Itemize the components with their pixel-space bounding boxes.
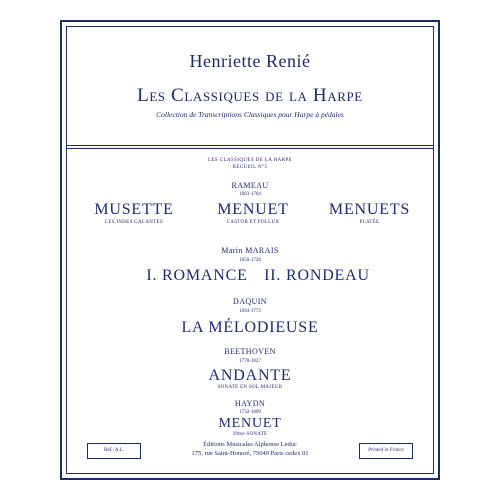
divider-rule	[67, 145, 433, 146]
piece-musette	[79, 201, 189, 225]
piece-title: II. RONDEAU	[264, 267, 370, 284]
piece-note: PLATÉE	[359, 220, 380, 225]
composer-beethoven: BEETHOVEN	[224, 347, 276, 356]
author-name: Henriette Renié	[189, 51, 311, 71]
piece-menuets-platee	[312, 201, 427, 225]
piece-title: MENUETS	[328, 201, 411, 218]
printed-in-box: Printed in France	[359, 443, 413, 459]
piece-romance	[137, 267, 257, 285]
piece-andante: ANDANTE	[208, 367, 292, 384]
composer-marais: Marin MARAIS	[221, 246, 279, 255]
piece-menuet-haydn: MENUET	[218, 416, 282, 431]
piece-menuet-castor	[194, 201, 312, 225]
divider-rule	[67, 148, 433, 149]
piece-la-melodieuse: LA MÉLODIEUSE	[181, 319, 319, 336]
collection-volume: RECUEIL N°5	[232, 165, 268, 170]
collection-label: LES CLASSIQUES DE LA HARPE	[207, 158, 293, 163]
dates-marais: 1656-1728	[239, 258, 261, 263]
piece-note: CASTOR ET POLLUX	[226, 220, 280, 225]
piece-title: MENUET	[217, 201, 289, 218]
publisher-address: 175, rue Saint-Honoré, 75040 Paris cedex 01	[191, 450, 309, 457]
dates-daquin: 1694-1772	[239, 309, 261, 314]
piece-note: 39me SONATE	[232, 432, 268, 437]
publisher-name: Éditions Musicales Alphonse Leduc	[203, 441, 297, 448]
dates-beethoven: 1770-1827	[239, 359, 261, 364]
score-cover	[60, 20, 440, 480]
piece-note: SONATE EN SOL MAJEUR	[217, 385, 283, 390]
composer-daquin: DAQUIN	[233, 297, 267, 306]
inner-frame	[66, 26, 434, 474]
piece-title: I. ROMANCE	[146, 267, 248, 284]
dates-haydn: 1732-1809	[239, 410, 261, 415]
composer-rameau: RAMEAU	[231, 181, 269, 190]
piece-note: LES INDES GALANTES	[105, 220, 163, 225]
dates-rameau: 1683-1764	[239, 192, 261, 197]
piece-title: MUSETTE	[94, 201, 174, 218]
composer-haydn: HAYDN	[234, 399, 266, 408]
piece-rondeau	[257, 267, 377, 285]
series-subtitle: Collection de Transcriptions Classiques pour Harpe à pédales	[156, 110, 344, 119]
reference-box: Réf.: A.L.	[87, 443, 141, 459]
series-title: Les Classiques de la Harpe	[137, 85, 363, 106]
